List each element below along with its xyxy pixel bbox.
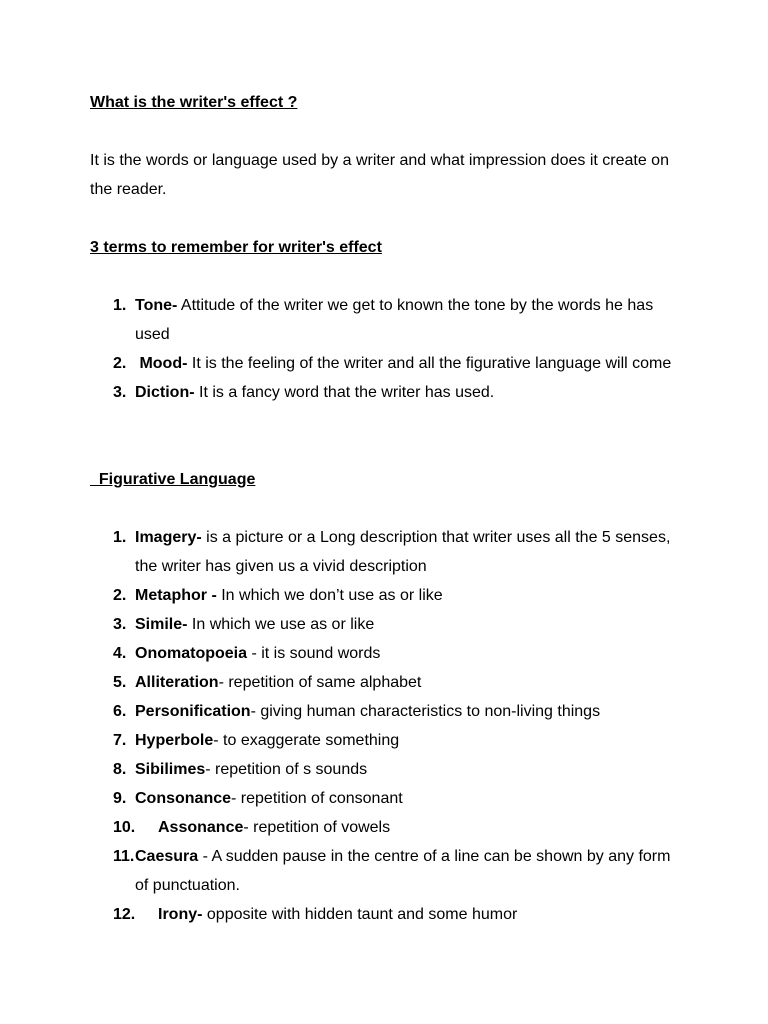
list-item xyxy=(0,668,768,697)
term-label: Assonance xyxy=(158,819,244,836)
list-item xyxy=(0,581,768,610)
list-item xyxy=(0,784,768,813)
list-number: 1. xyxy=(113,297,127,314)
term-description: In which we don’t use as or like xyxy=(216,587,443,604)
list-number: 7. xyxy=(113,732,127,749)
list-number: 1. xyxy=(113,529,127,546)
term-description: - giving human characteristics to non-living things xyxy=(250,703,601,720)
term-label: Tone- xyxy=(135,297,178,314)
list-item xyxy=(0,842,768,900)
list-number: 2. xyxy=(113,587,127,604)
term-description: is a picture or a Long description that writer uses all the 5 senses, the writer has given us a vivid description xyxy=(135,529,671,575)
list-item xyxy=(0,755,768,784)
term-label: Onomatopoeia xyxy=(135,645,248,662)
term-label: Irony- xyxy=(158,906,203,923)
list-number: 6. xyxy=(113,703,127,720)
list-item xyxy=(0,697,768,726)
list-number: 10. xyxy=(113,819,136,836)
term-description: It is a fancy word that the writer has used. xyxy=(194,384,495,401)
term-label: Diction- xyxy=(135,384,195,401)
term-description: opposite with hidden taunt and some humor xyxy=(202,906,518,923)
heading-writers-effect: What is the writer's effect ? xyxy=(90,94,298,111)
term-label: Caesura xyxy=(135,848,199,865)
term-label: Hyperbole xyxy=(135,732,214,749)
list-number: 9. xyxy=(113,790,127,807)
list-item xyxy=(0,349,768,378)
list-number: 3. xyxy=(113,384,127,401)
heading-three-terms: 3 terms to remember for writer's effect xyxy=(90,239,382,256)
figurative-list xyxy=(0,523,768,929)
term-description: - repetition of consonant xyxy=(231,790,403,807)
terms-list xyxy=(0,291,768,407)
term-description: - repetition of vowels xyxy=(243,819,391,836)
list-number: 12. xyxy=(113,906,136,923)
list-item xyxy=(0,813,768,842)
heading-figurative-language: Figurative Language xyxy=(90,471,256,488)
term-description: - repetition of s sounds xyxy=(205,761,368,778)
list-number: 8. xyxy=(113,761,127,778)
term-description: - it is sound words xyxy=(247,645,381,662)
term-description: - repetition of same alphabet xyxy=(218,674,422,691)
list-number: 11. xyxy=(113,848,135,865)
term-label: Imagery- xyxy=(135,529,202,546)
term-label: Consonance xyxy=(135,790,232,807)
term-description: - A sudden pause in the centre of a line can be shown by any form of punctuation. xyxy=(135,848,671,894)
list-item xyxy=(0,523,768,581)
list-item xyxy=(0,378,768,407)
list-number: 4. xyxy=(113,645,127,662)
term-description: Attitude of the writer we get to known the tone by the words he has used xyxy=(135,297,654,343)
term-description: It is the feeling of the writer and all the figurative language will come xyxy=(187,355,672,372)
list-item xyxy=(0,610,768,639)
list-item xyxy=(0,726,768,755)
list-item xyxy=(0,639,768,668)
list-number: 5. xyxy=(113,674,127,691)
term-description: In which we use as or like xyxy=(187,616,375,633)
list-number: 3. xyxy=(113,616,127,633)
term-label: Personification xyxy=(135,703,251,720)
term-label: Alliteration xyxy=(135,674,219,691)
term-label: Simile- xyxy=(135,616,188,633)
term-label: Mood- xyxy=(135,355,188,372)
list-item xyxy=(0,900,768,929)
intro-paragraph: It is the words or language used by a writer and what impression does it create on the reader. xyxy=(90,152,669,198)
list-item xyxy=(0,291,768,349)
term-label: Metaphor - xyxy=(135,587,217,604)
term-label: Sibilimes xyxy=(135,761,206,778)
term-description: - to exaggerate something xyxy=(213,732,400,749)
list-number: 2. xyxy=(113,355,127,372)
